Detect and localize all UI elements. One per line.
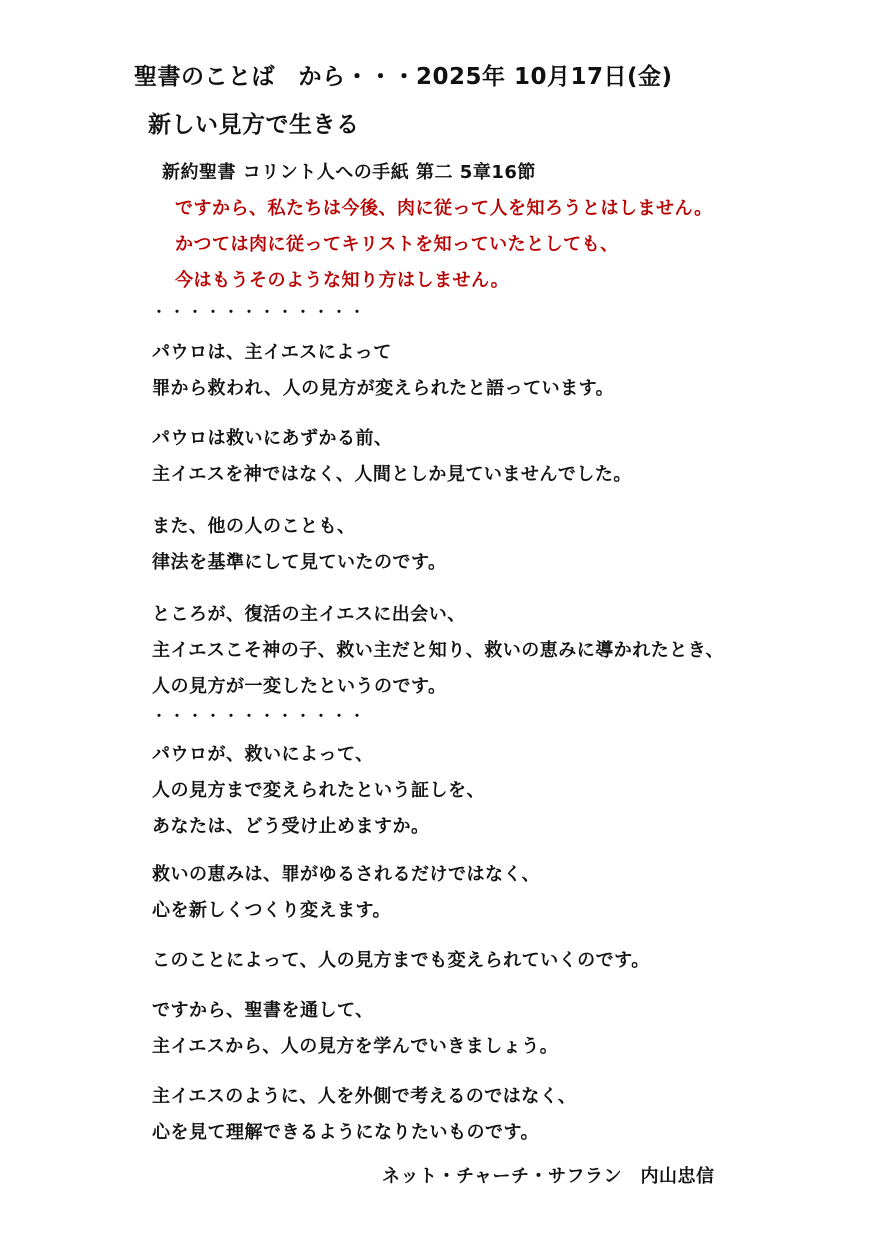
- paragraph-line: パウロは救いにあずかる前、: [152, 428, 393, 449]
- paragraph-line: 心を新しくつくり変えます。: [152, 900, 392, 921]
- separator-dots: ・・・・・・・・・・・・: [152, 709, 368, 725]
- page-title: 聖書のことば から・・・2025年 10月17日(金): [134, 64, 673, 90]
- paragraph-line: 主イエスから、人の見方を学んでいきましょう。: [152, 1036, 559, 1057]
- scripture-line: 今はもうそのような知り方はしません。: [175, 270, 510, 291]
- paragraph-line: パウロが、救いによって、: [152, 744, 374, 765]
- scripture-line: かつては肉に従ってキリストを知っていたとしても、: [175, 234, 619, 255]
- paragraph-line: 救いの恵みは、罪がゆるされるだけではなく、: [152, 864, 541, 885]
- page-subtitle: 新しい見方で生きる: [148, 112, 360, 138]
- paragraph-line: 心を見て理解できるようになりたいものです。: [152, 1122, 540, 1143]
- scripture-line: ですから、私たちは今後、肉に従って人を知ろうとはしません。: [175, 198, 713, 219]
- scripture-reference: 新約聖書 コリント人への手紙 第二 5章16節: [162, 162, 536, 183]
- paragraph-line: 罪から救われ、人の見方が変えられたと語っています。: [152, 378, 615, 399]
- paragraph-line: 主イエスこそ神の子、救い主だと知り、救いの恵みに導かれたとき、: [152, 640, 725, 661]
- paragraph-line: また、他の人のことも、: [152, 516, 356, 537]
- paragraph-line: このことによって、人の見方までも変えられていくのです。: [152, 950, 650, 971]
- paragraph-line: ところが、復活の主イエスに出会い、: [152, 604, 466, 625]
- paragraph-line: 主イエスのように、人を外側で考えるのではなく、: [152, 1086, 577, 1107]
- paragraph-line: ですから、聖書を通して、: [152, 1000, 374, 1021]
- paragraph-line: パウロは、主イエスによって: [152, 342, 392, 363]
- paragraph-line: あなたは、どう受け止めますか。: [152, 816, 430, 837]
- paragraph-line: 人の見方が一変したというのです。: [152, 676, 447, 697]
- paragraph-line: 人の見方まで変えられたという証しを、: [152, 780, 485, 801]
- paragraph-line: 主イエスを神ではなく、人間としか見ていませんでした。: [152, 464, 632, 485]
- signature: ネット・チャーチ・サフラン 内山忠信: [382, 1166, 715, 1187]
- separator-dots: ・・・・・・・・・・・・: [152, 305, 368, 321]
- paragraph-line: 律法を基準にして見ていたのです。: [152, 552, 447, 573]
